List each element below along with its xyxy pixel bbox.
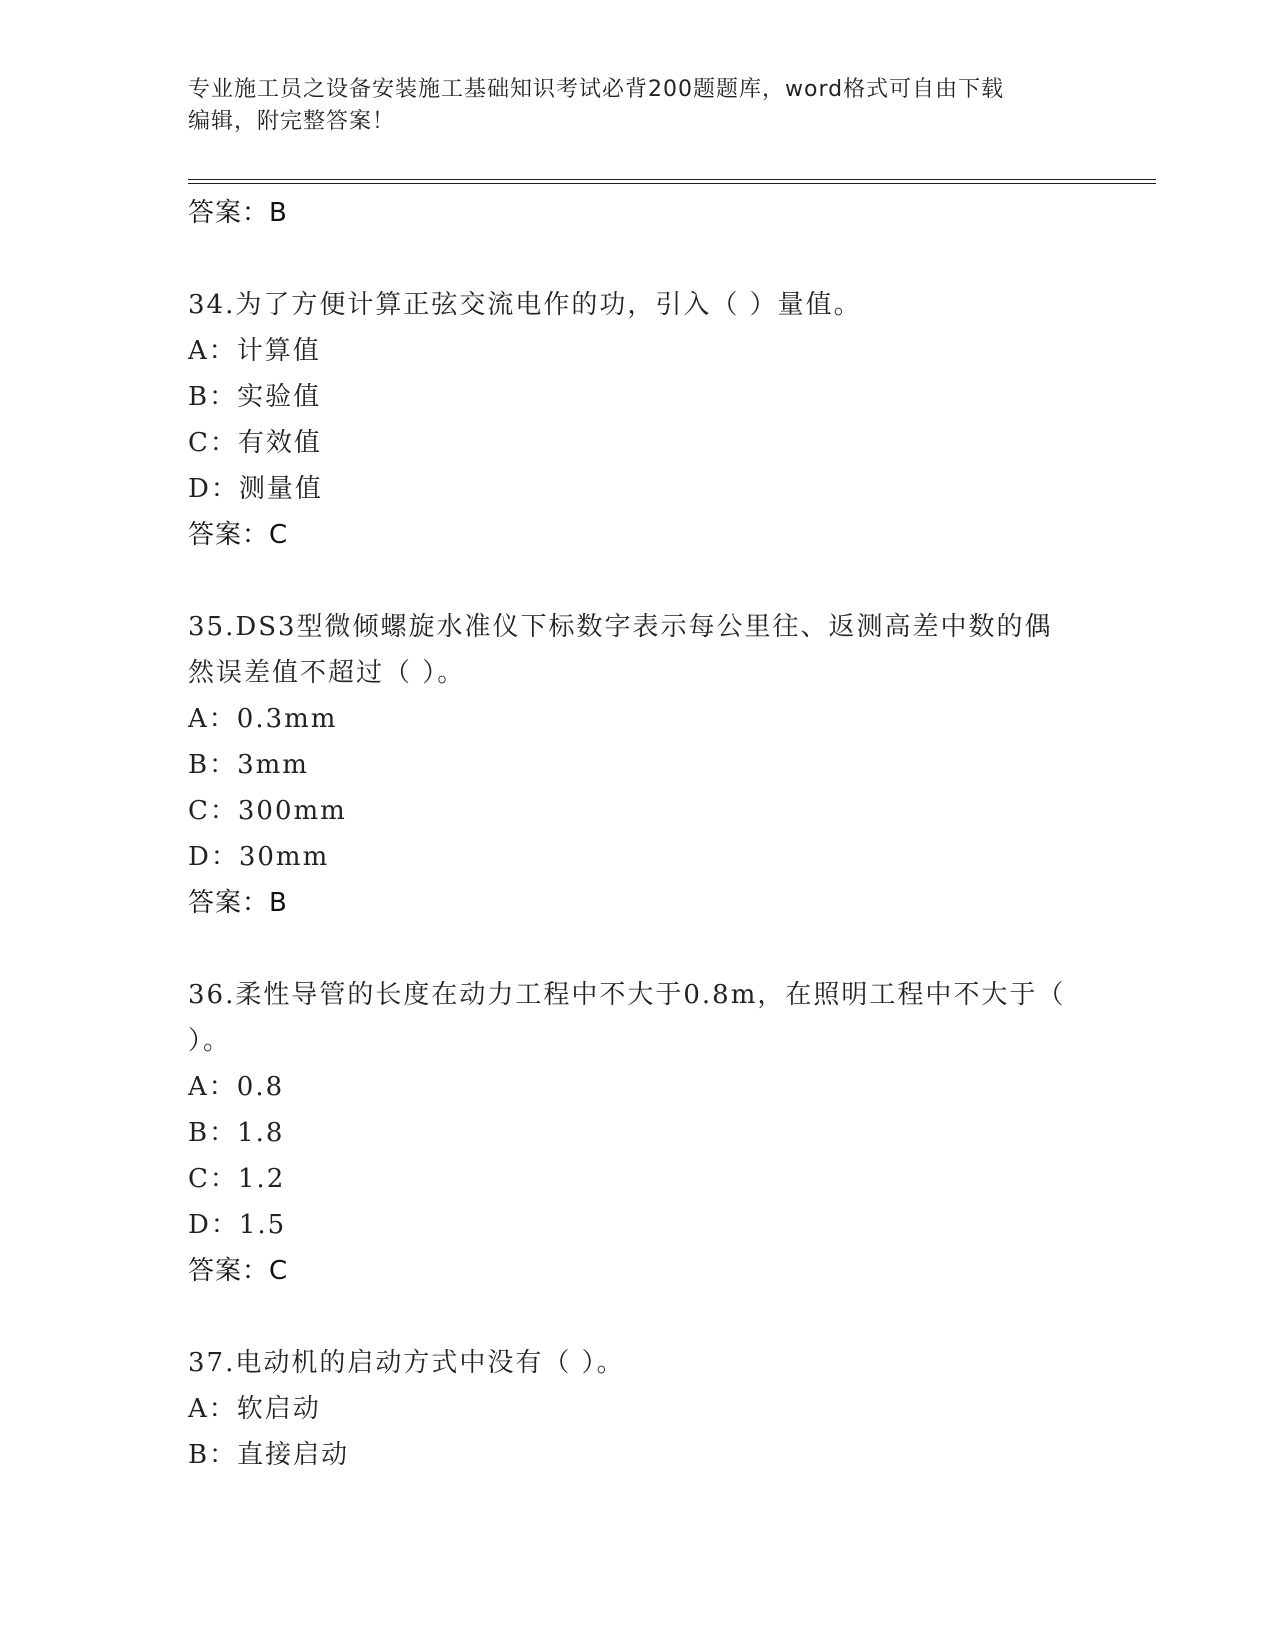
question-34-text: 34.为了方便计算正弦交流电作的功，引入（ ）量值。 [188,290,862,320]
spacer [188,236,1108,282]
question-37-text: 37.电动机的启动方式中没有（ ）。 [188,1348,625,1378]
header-title-line-2: 编辑，附完整答案！ [188,109,396,134]
question-35-option-b: B：3mm [188,750,309,780]
question-35-text-line-2: 然误差值不超过（ ）。 [188,658,466,688]
question-34-option-d: D：测量值 [188,474,323,504]
question-37-option-b: B：直接启动 [188,1440,350,1470]
spacer [188,558,1108,604]
question-35 [188,604,1108,926]
header-divider-bottom [188,183,1156,184]
header-divider-top [188,179,1156,180]
question-34-option-a: A：计算值 [188,336,321,366]
question-37 [188,1340,1108,1478]
question-36-option-d: D：1.5 [188,1210,287,1240]
question-34-option-b: B：实验值 [188,382,322,412]
document-header [188,74,1088,138]
spacer [188,926,1108,972]
question-36-answer: 答案：C [188,1256,289,1286]
question-34-answer: 答案：C [188,520,289,550]
question-35-answer: 答案：B [188,888,288,918]
question-36-option-b: B：1.8 [188,1118,285,1148]
question-36-text-line-2: ）。 [188,1026,232,1056]
question-34 [188,282,1108,558]
question-37-option-a: A：软启动 [188,1394,321,1424]
question-35-option-a: A：0.3mm [188,704,338,734]
previous-answer: 答案：B [188,198,288,228]
question-35-option-d: D：30mm [188,842,330,872]
question-36 [188,972,1108,1294]
spacer [188,1294,1108,1340]
question-35-option-c: C：300mm [188,796,347,826]
question-36-option-a: A：0.8 [188,1072,285,1102]
header-title-line-1: 专业施工员之设备安装施工基础知识考试必背200题题库，word格式可自由下载 [188,77,1005,102]
question-36-text-line-1: 36.柔性导管的长度在动力工程中不大于0.8m，在照明工程中不大于（ [188,980,1066,1010]
question-34-option-c: C：有效值 [188,428,322,458]
question-list [188,190,1108,1478]
question-35-text-line-1: 35.DS3型微倾螺旋水准仪下标数字表示每公里往、返测高差中数的偶 [188,612,1053,642]
question-36-option-c: C：1.2 [188,1164,286,1194]
